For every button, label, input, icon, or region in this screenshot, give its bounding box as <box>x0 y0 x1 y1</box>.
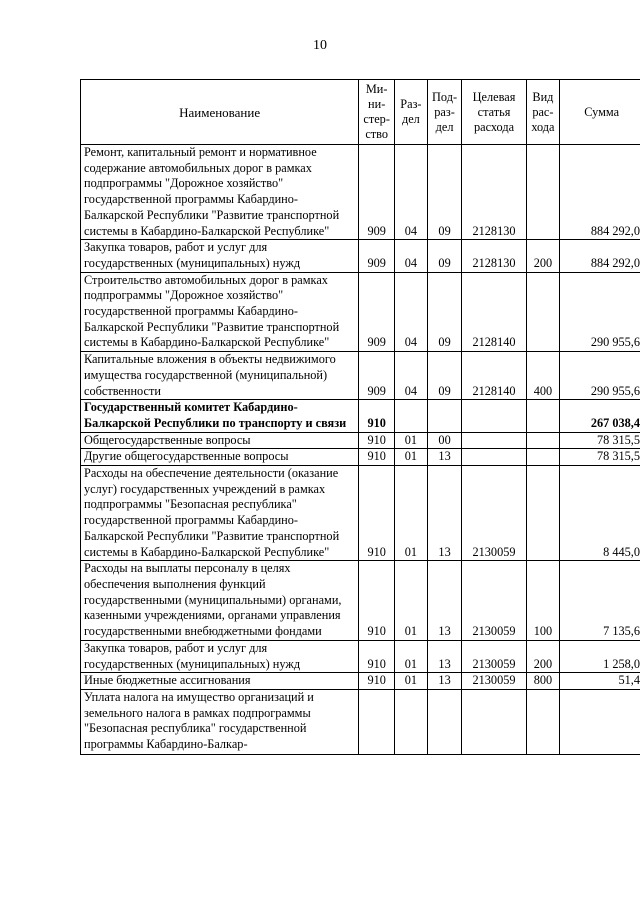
table-row <box>81 145 640 240</box>
cell-ministry: 910 <box>359 449 395 466</box>
table-row <box>81 432 640 449</box>
header-expense-type: Вид рас- хода <box>526 80 560 145</box>
cell-subsection: 13 <box>427 640 462 672</box>
cell-target-article <box>462 689 526 754</box>
header-name: Наименование <box>81 80 359 145</box>
cell-expense-type: 200 <box>526 240 560 272</box>
cell-target-article <box>462 432 526 449</box>
cell-subsection <box>427 689 462 754</box>
cell-section: 01 <box>395 432 428 449</box>
cell-subsection: 13 <box>427 673 462 690</box>
table-row <box>81 272 640 352</box>
table-row <box>81 673 640 690</box>
table-row <box>81 400 640 432</box>
cell-target-article: 2130059 <box>462 561 526 641</box>
budget-table <box>80 79 640 755</box>
cell-section <box>395 400 428 432</box>
cell-amount: 78 315,5 <box>560 432 640 449</box>
cell-target-article: 2130059 <box>462 640 526 672</box>
cell-expense-type <box>526 432 560 449</box>
cell-amount: 8 445,0 <box>560 466 640 561</box>
cell-expense-type <box>526 400 560 432</box>
cell-section: 01 <box>395 466 428 561</box>
cell-section: 04 <box>395 240 428 272</box>
cell-amount: 78 315,5 <box>560 449 640 466</box>
table-row <box>81 561 640 641</box>
cell-expense-type: 800 <box>526 673 560 690</box>
page-number: 10 <box>313 38 327 53</box>
cell-ministry: 910 <box>359 400 395 432</box>
cell-subsection: 09 <box>427 272 462 352</box>
cell-target-article: 2130059 <box>462 466 526 561</box>
cell-amount: 290 955,6 <box>560 272 640 352</box>
cell-amount: 884 292,0 <box>560 145 640 240</box>
table-row <box>81 240 640 272</box>
cell-amount: 884 292,0 <box>560 240 640 272</box>
cell-subsection: 09 <box>427 145 462 240</box>
header-amount: Сумма <box>560 80 640 145</box>
cell-expense-type <box>526 272 560 352</box>
cell-subsection: 09 <box>427 352 462 400</box>
cell-ministry: 909 <box>359 240 395 272</box>
cell-name: Расходы на выплаты персоналу в целях обеспечения выполнения функций государственными (муниципальными) органами, казенными учреждениями, органами управления государственными внебюджетными фондами <box>81 561 359 641</box>
cell-ministry: 909 <box>359 145 395 240</box>
cell-name: Ремонт, капитальный ремонт и нормативное содержание автомобильных дорог в рамках подпрограммы "Дорожное хозяйство" государственной программы Кабардино-Балкарской Республики "Развитие транспортной системы в Кабардино-Балкарской Республике" <box>81 145 359 240</box>
cell-name: Строительство автомобильных дорог в рамках подпрограммы "Дорожное хозяйство" государственной программы Кабардино-Балкарской Республики "Развитие транспортной системы в Кабардино-Балкарской Республике" <box>81 272 359 352</box>
cell-subsection: 09 <box>427 240 462 272</box>
cell-target-article: 2128130 <box>462 145 526 240</box>
cell-ministry: 910 <box>359 673 395 690</box>
cell-name: Закупка товаров, работ и услуг для государственных (муниципальных) нужд <box>81 240 359 272</box>
header-section: Раз- дел <box>395 80 428 145</box>
cell-section <box>395 689 428 754</box>
cell-section: 04 <box>395 145 428 240</box>
cell-name: Иные бюджетные ассигнования <box>81 673 359 690</box>
header-target-article: Целевая статья расхода <box>462 80 526 145</box>
cell-subsection: 13 <box>427 449 462 466</box>
cell-amount: 1 258,0 <box>560 640 640 672</box>
cell-amount: 290 955,6 <box>560 352 640 400</box>
cell-expense-type <box>526 145 560 240</box>
cell-ministry: 910 <box>359 561 395 641</box>
cell-ministry: 909 <box>359 272 395 352</box>
table-row <box>81 466 640 561</box>
cell-target-article: 2130059 <box>462 673 526 690</box>
cell-section: 04 <box>395 352 428 400</box>
cell-amount: 267 038,4 <box>560 400 640 432</box>
cell-ministry <box>359 689 395 754</box>
header-ministry: Ми- ни- стер- ство <box>359 80 395 145</box>
cell-amount <box>560 689 640 754</box>
cell-expense-type: 200 <box>526 640 560 672</box>
cell-expense-type: 100 <box>526 561 560 641</box>
cell-subsection: 13 <box>427 561 462 641</box>
table-row <box>81 689 640 754</box>
cell-amount: 51,4 <box>560 673 640 690</box>
table-header-row <box>81 80 640 145</box>
cell-name: Общегосударственные вопросы <box>81 432 359 449</box>
cell-section: 01 <box>395 449 428 466</box>
cell-expense-type <box>526 449 560 466</box>
table-row <box>81 449 640 466</box>
cell-target-article: 2128140 <box>462 272 526 352</box>
cell-ministry: 910 <box>359 432 395 449</box>
cell-amount: 7 135,6 <box>560 561 640 641</box>
cell-name: Расходы на обеспечение деятельности (оказание услуг) государственных учреждений в рамках подпрограммы "Безопасная республика" государственной программы Кабардино-Балкарской Республики "Развитие транспортной системы в Кабардино-Балкарской Республике" <box>81 466 359 561</box>
table-row <box>81 640 640 672</box>
cell-ministry: 909 <box>359 352 395 400</box>
header-subsection: Под- раз- дел <box>427 80 462 145</box>
cell-subsection: 13 <box>427 466 462 561</box>
table-row <box>81 352 640 400</box>
cell-section: 01 <box>395 673 428 690</box>
cell-subsection <box>427 400 462 432</box>
cell-expense-type <box>526 466 560 561</box>
cell-target-article: 2128130 <box>462 240 526 272</box>
cell-ministry: 910 <box>359 466 395 561</box>
cell-name: Государственный комитет Кабардино-Балкарской Республики по транспорту и связи <box>81 400 359 432</box>
cell-section: 01 <box>395 640 428 672</box>
cell-name: Другие общегосударственные вопросы <box>81 449 359 466</box>
cell-name: Закупка товаров, работ и услуг для государственных (муниципальных) нужд <box>81 640 359 672</box>
cell-expense-type <box>526 689 560 754</box>
cell-target-article: 2128140 <box>462 352 526 400</box>
cell-name: Уплата налога на имущество организаций и земельного налога в рамках подпрограммы "Безопасная республика" государственной программы Кабардино-Балкар- <box>81 689 359 754</box>
cell-subsection: 00 <box>427 432 462 449</box>
cell-section: 01 <box>395 561 428 641</box>
cell-expense-type: 400 <box>526 352 560 400</box>
cell-target-article <box>462 400 526 432</box>
cell-name: Капитальные вложения в объекты недвижимого имущества государственной (муниципальной) собственности <box>81 352 359 400</box>
cell-ministry: 910 <box>359 640 395 672</box>
cell-section: 04 <box>395 272 428 352</box>
cell-target-article <box>462 449 526 466</box>
